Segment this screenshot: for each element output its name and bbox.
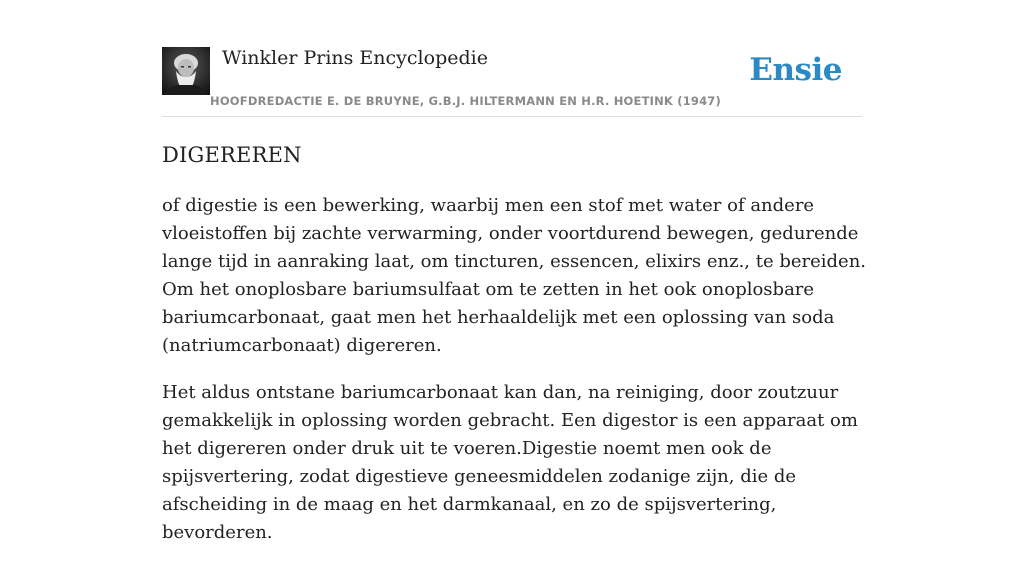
source-header [162,46,862,117]
source-editors: HOOFDREDACTIE E. DE BRUYNE, G.B.J. HILTERMANN EN H.R. HOETINK (1947) [210,94,721,108]
brand-logo[interactable]: Ensie [749,52,842,88]
entry-title: DIGEREREN [162,143,302,167]
author-portrait-icon [162,47,210,95]
entry-paragraph: Het aldus ontstane bariumcarbonaat kan dan, na reiniging, door zoutzuur gemakkelijk in oplossing worden gebracht. Een digestor is een apparaat om het digereren onder druk uit te voeren.Digestie noemt men ook de spijsvertering, zodat digestieve geneesmiddelen zodanige zijn, die de afscheiding in de maag en het darmkanaal, en zo de spijsvertering, bevorderen. [162,382,858,543]
portrait-graphic [162,47,210,95]
entry-paragraph: of digestie is een bewerking, waarbij men een stof met water of andere vloeistoffen bij zachte verwarming, onder voortdurend bewegen, gedurende lange tijd in aanraking laat, om tincturen, essencen, elixirs enz., te bereiden. Om het onoplosbare bariumsulfaat om te zetten in het ook onoplosbare bariumcarbonaat, gaat men het herhaaldelijk met een oplossing van soda (natriumcarbonaat) digereren. [162,195,867,356]
source-title[interactable]: Winkler Prins Encyclopedie [222,47,488,69]
entry-body [162,192,867,566]
